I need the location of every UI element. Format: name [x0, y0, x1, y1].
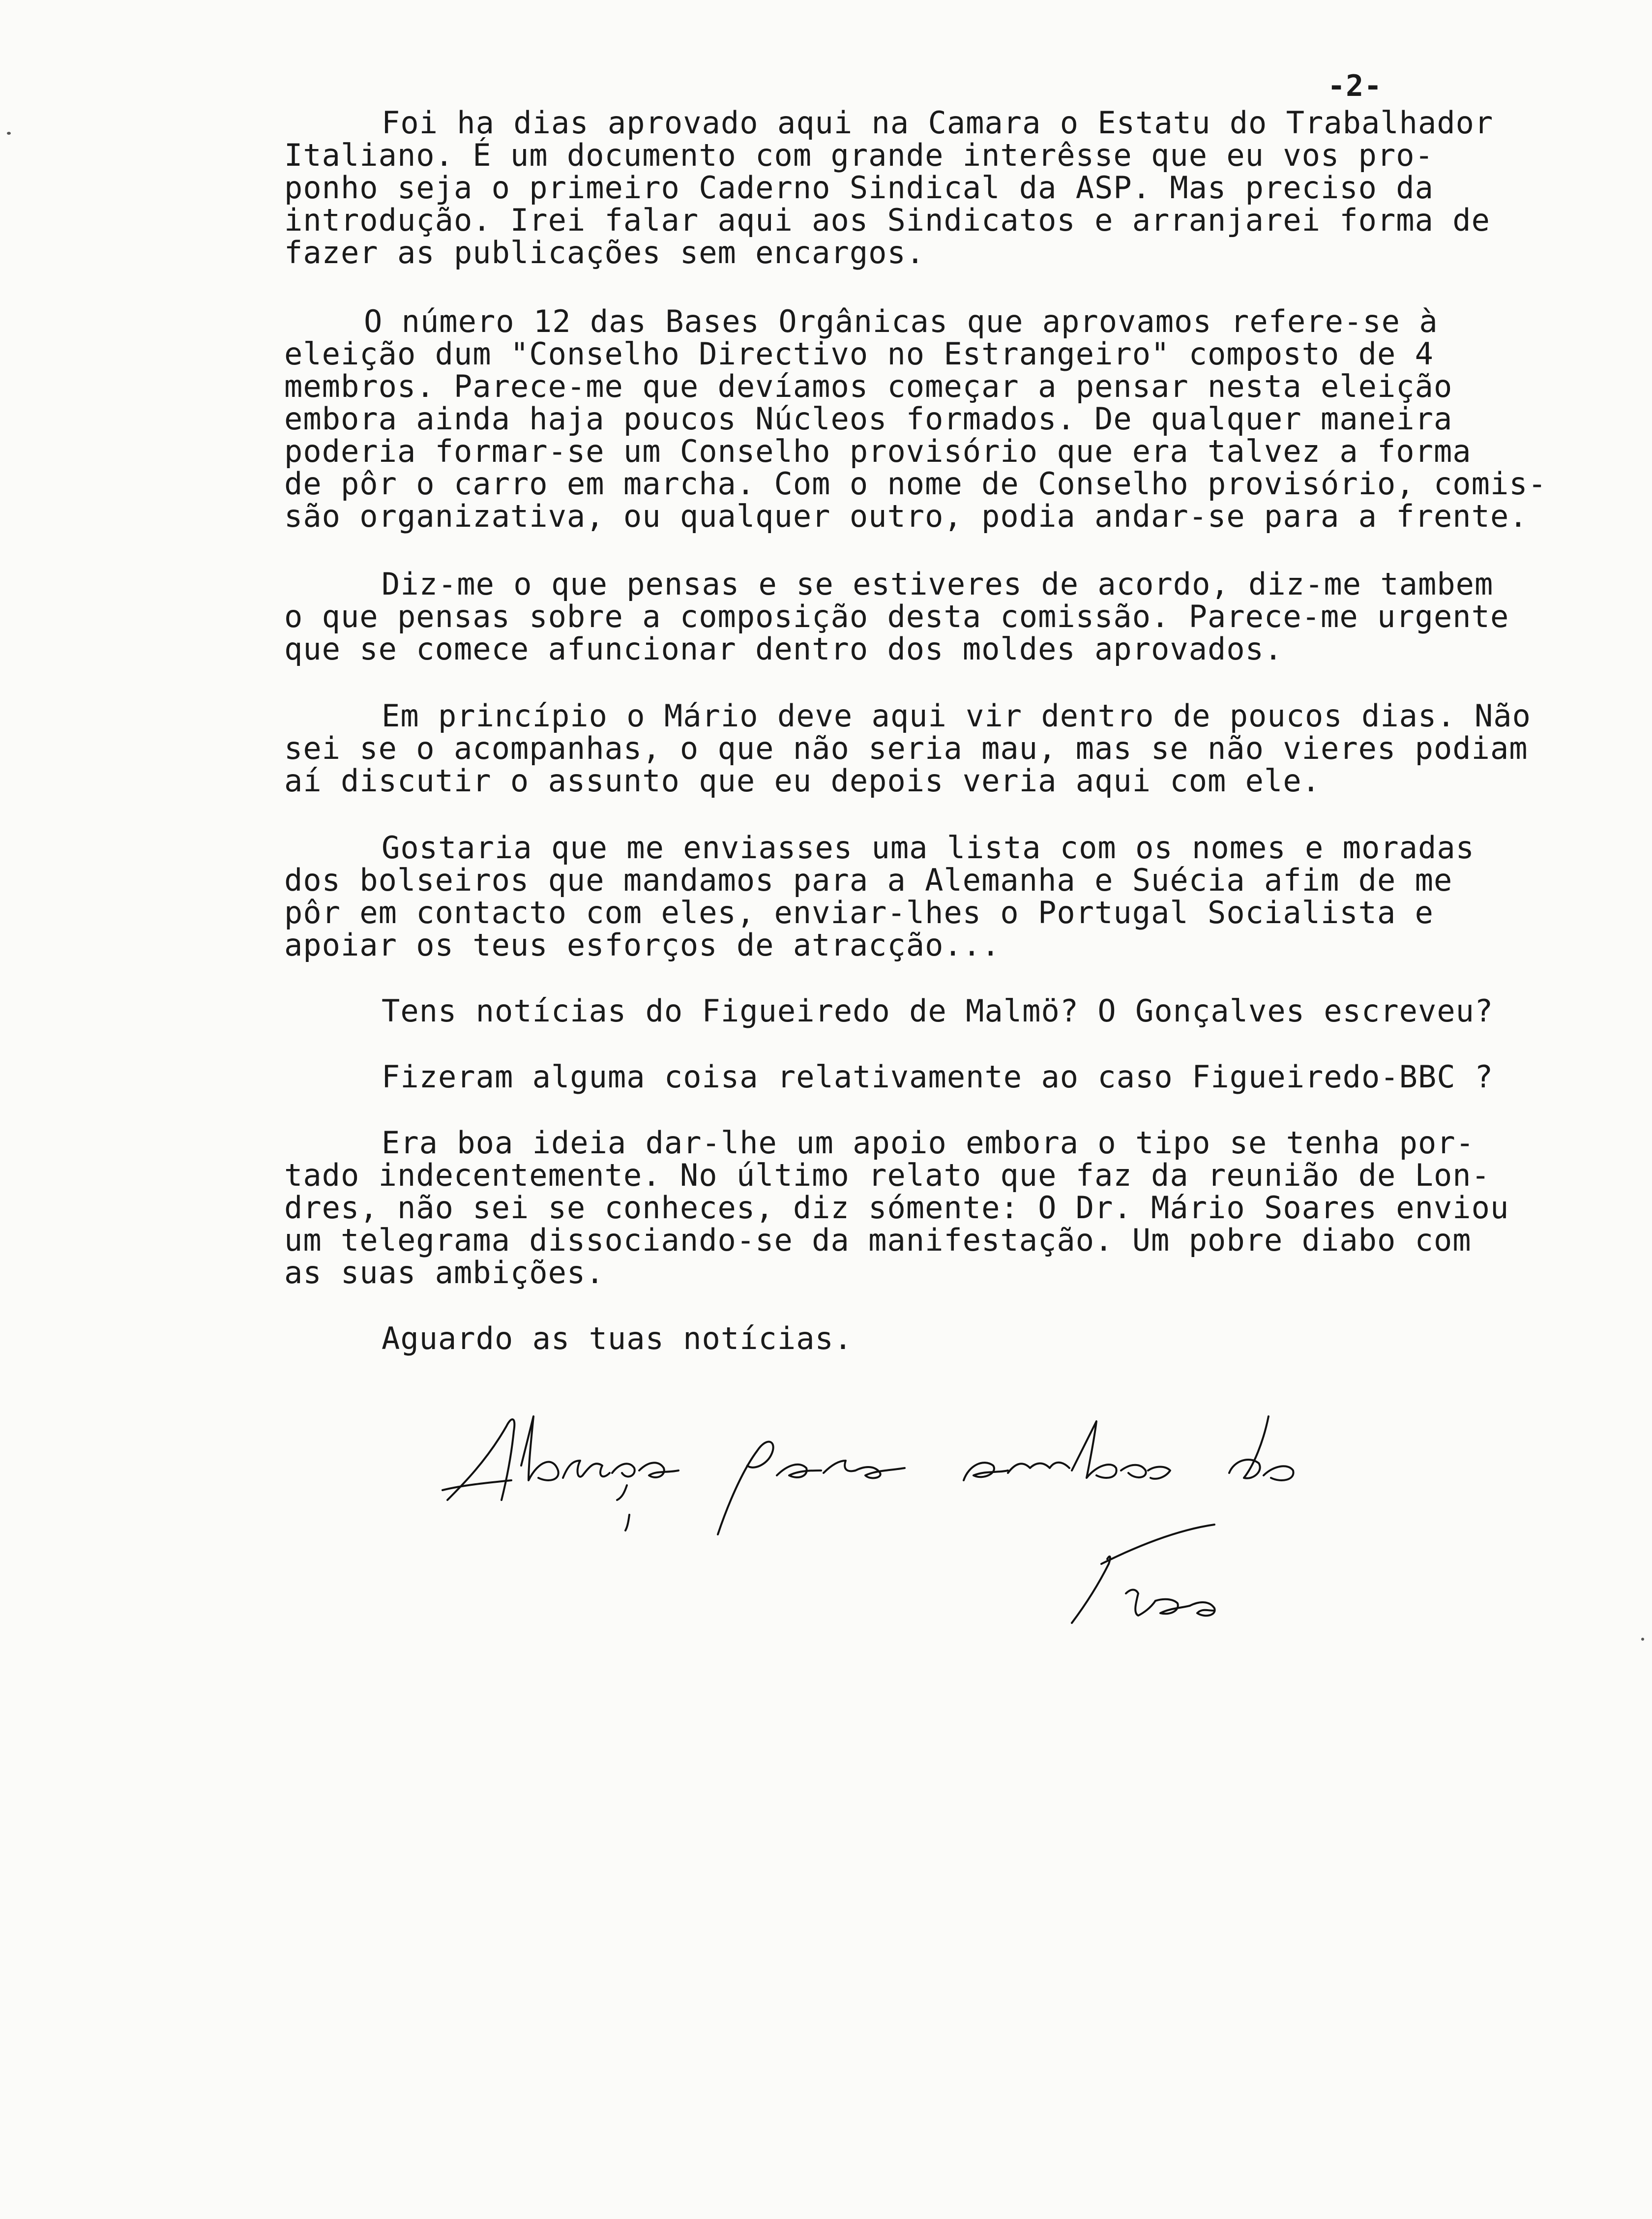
text-line: embora ainda haja poucos Núcleos formados. De qualquer maneira — [284, 401, 1453, 437]
text-line: poderia formar-se um Conselho provisório que era talvez a forma — [284, 433, 1472, 469]
text-line: Gostaria que me enviasses uma lista com os nomes e moradas — [382, 830, 1475, 866]
text-line: Italiano. É um documento com grande interêsse que eu vos pro- — [284, 137, 1434, 173]
handwritten-signature — [1052, 1515, 1259, 1643]
text-line: Tens notícias do Figueiredo de Malmö? O Gonçalves escreveu? — [382, 993, 1494, 1029]
text-line: um telegrama dissociando-se da manifestação. Um pobre diabo com — [284, 1222, 1472, 1258]
text-line: sei se o acompanhas, o que não seria mau, mas se não vieres podiam — [284, 730, 1528, 766]
text-line: membros. Parece-me que devíamos começar a pensar nesta eleição — [284, 368, 1453, 404]
text-line: fazer as publicações sem encargos. — [284, 235, 925, 270]
text-line: Foi ha dias aprovado aqui na Camara o Estatu do Trabalhador — [382, 105, 1494, 141]
text-line: são organizativa, ou qualquer outro, podia andar-se para a frente. — [284, 498, 1528, 534]
text-line: ponho seja o primeiro Caderno Sindical da ASP. Mas preciso da — [284, 170, 1434, 206]
text-line: tado indecentemente. No último relato que faz da reunião de Lon- — [284, 1157, 1490, 1193]
text-line: dres, não sei se conheces, diz sómente: O Dr. Mário Soares enviou — [284, 1190, 1509, 1226]
text-line: Era boa ideia dar-lhe um apoio embora o tipo se tenha por- — [382, 1125, 1475, 1161]
text-line: de pôr o carro em marcha. Com o nome de Conselho provisório, comis- — [284, 466, 1547, 502]
text-line: Em princípio o Mário deve aqui vir dentro de poucos dias. Não — [382, 698, 1531, 734]
text-line: o que pensas sobre a composição desta comissão. Parece-me urgente — [284, 599, 1509, 634]
text-line: apoiar os teus esforços de atracção... — [284, 927, 1001, 963]
scan-speck — [7, 132, 11, 135]
text-line: aí discutir o assunto que eu depois veria aqui com ele. — [284, 763, 1321, 799]
text-line: O número 12 das Bases Orgânicas que aprovamos refere-se à — [364, 303, 1438, 339]
text-line: introdução. Irei falar aqui aos Sindicatos e arranjarei forma de — [284, 202, 1490, 238]
scan-speck — [1641, 1638, 1644, 1641]
text-line: Fizeram alguma coisa relativamente ao caso Figueiredo-BBC ? — [382, 1059, 1494, 1095]
text-line: Diz-me o que pensas e se estiveres de acordo, diz-me tambem — [382, 566, 1494, 602]
text-line: as suas ambições. — [284, 1255, 605, 1290]
page-number: -2- — [1328, 69, 1383, 103]
text-line: que se comece afuncionar dentro dos moldes aprovados. — [284, 631, 1283, 667]
text-line: Aguardo as tuas notícias. — [382, 1320, 853, 1356]
text-line: pôr em contacto com eles, enviar-lhes o Portugal Socialista e — [284, 895, 1434, 930]
text-line: eleição dum "Conselho Directivo no Estrangeiro" composto de 4 — [284, 336, 1434, 372]
text-line: dos bolseiros que mandamos para a Alemanha e Suécia afim de me — [284, 862, 1453, 898]
